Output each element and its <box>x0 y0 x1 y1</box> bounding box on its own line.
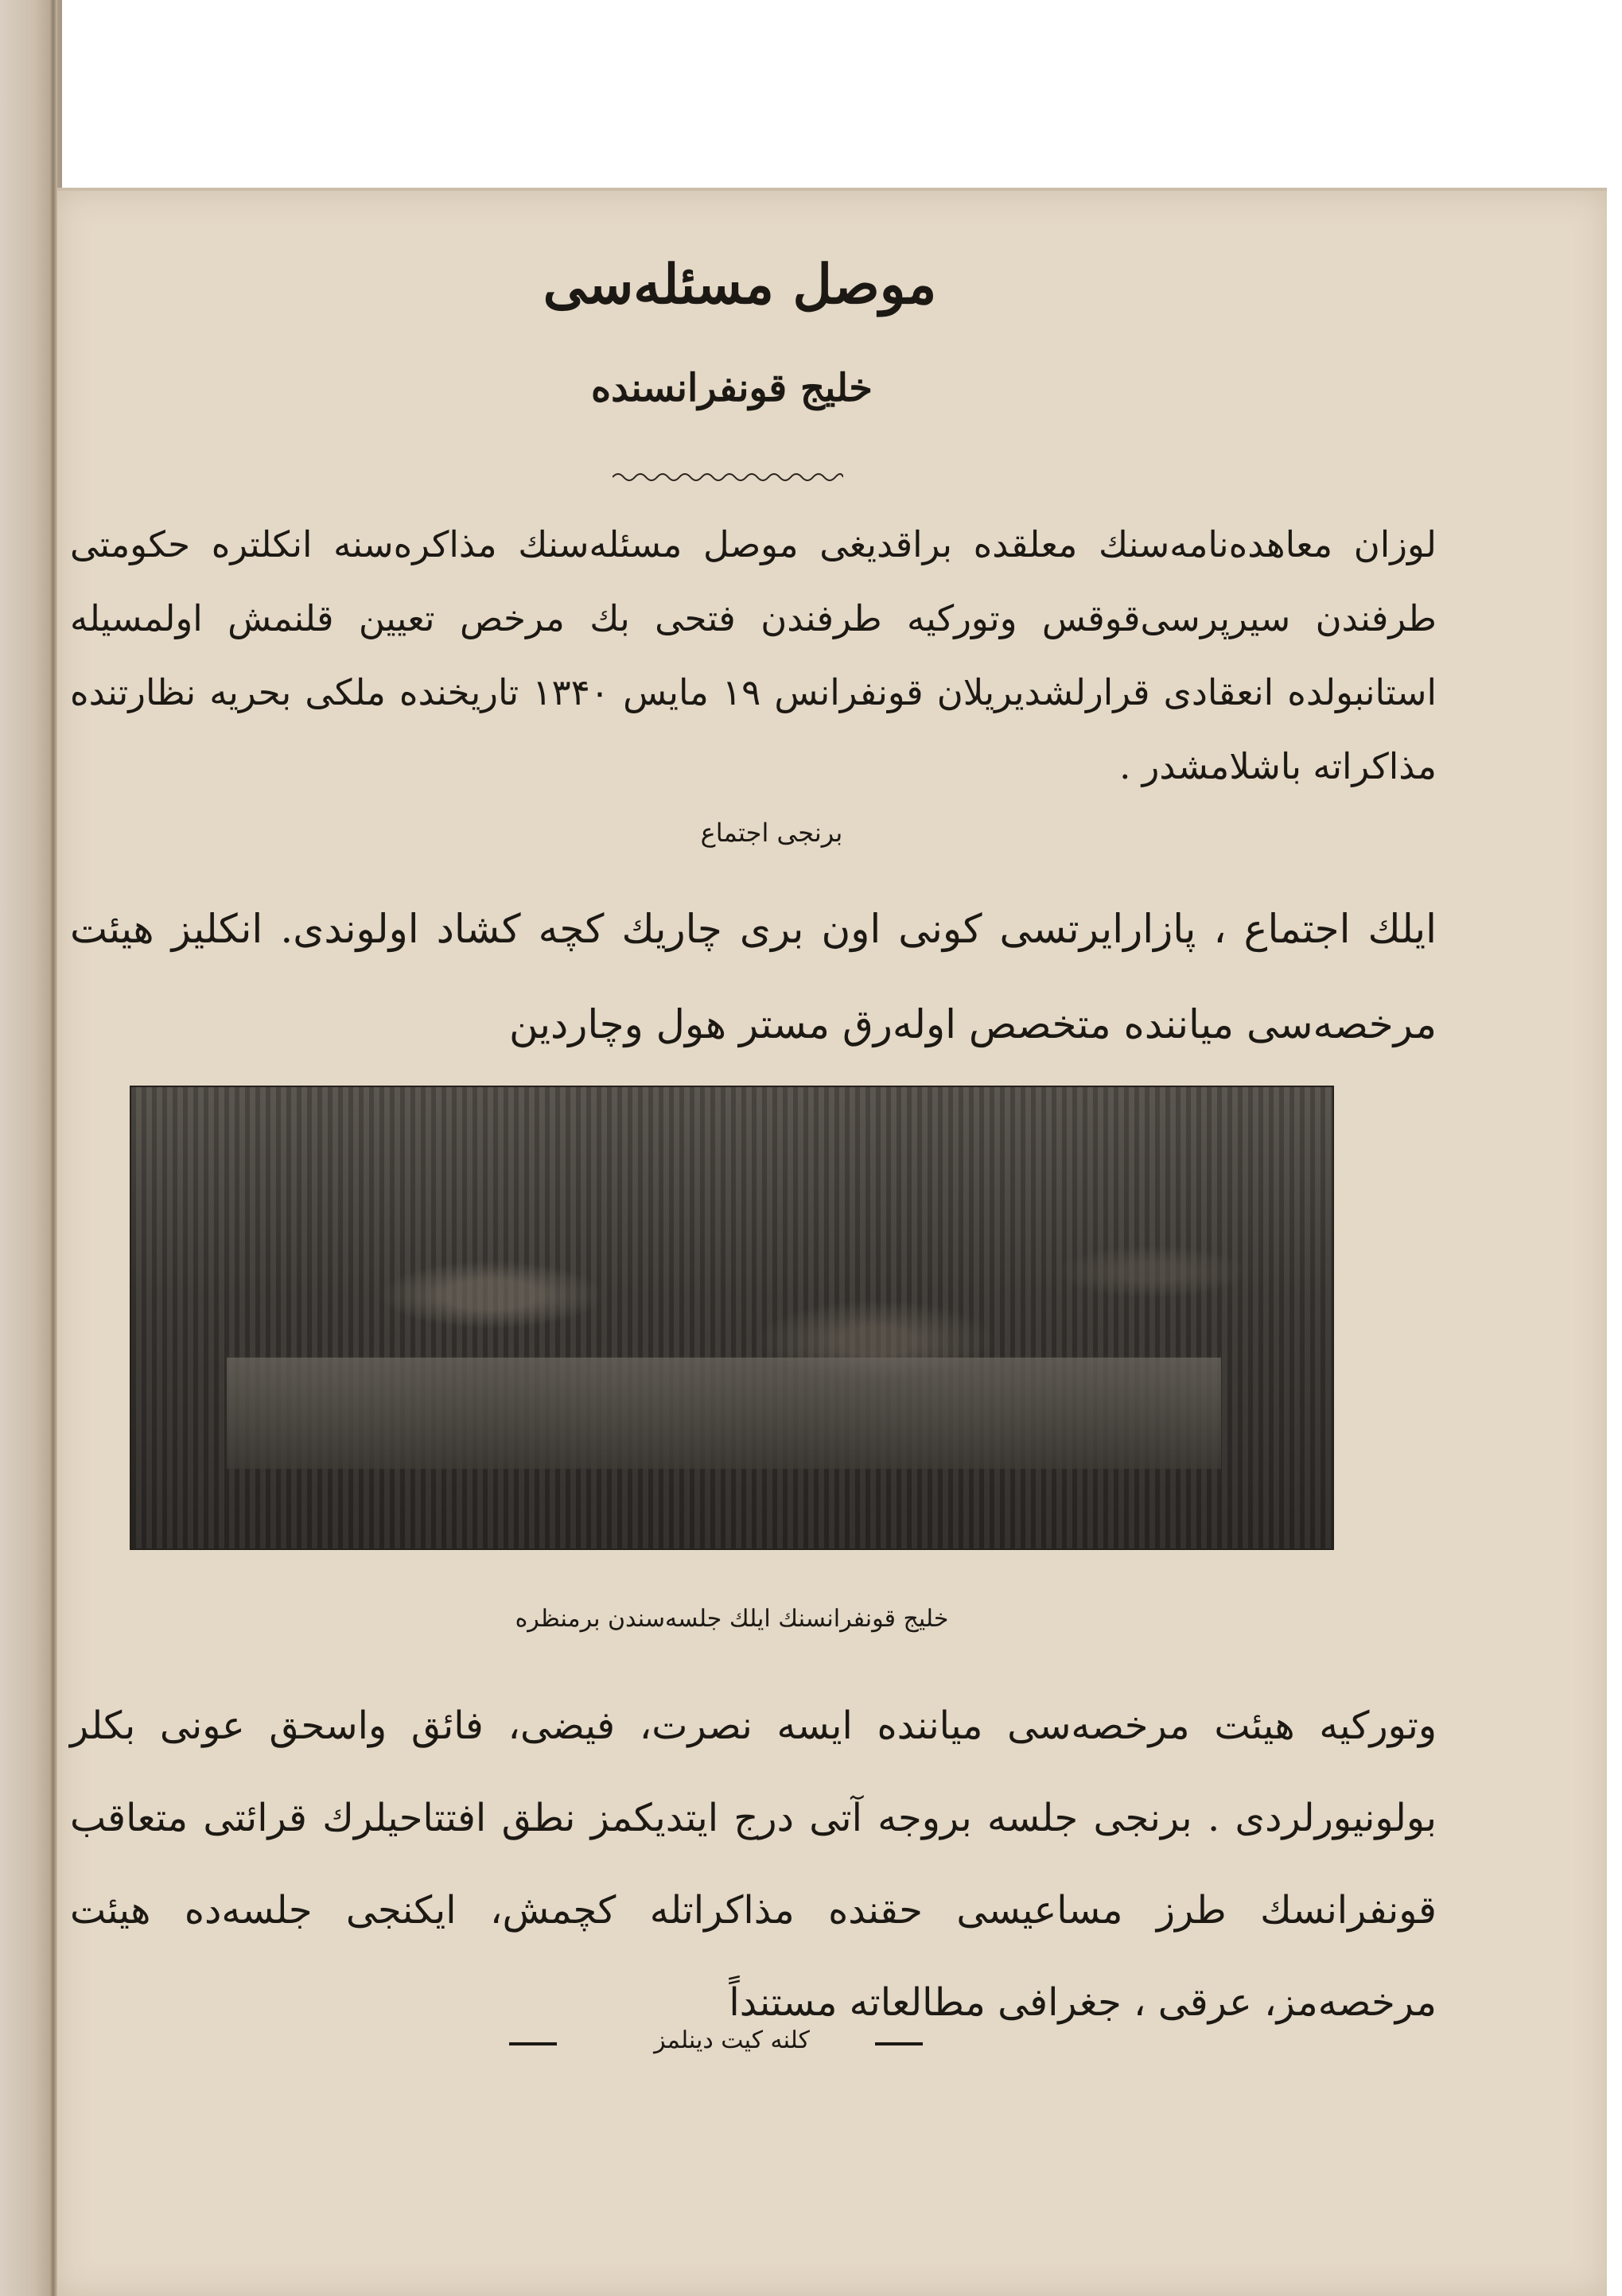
photo-caption: خلیج قونفرانسنك ایلك جلسه‌سندن برمنظره <box>515 1605 949 1633</box>
continued-note: کلنه کیت دینلمز <box>654 2026 810 2054</box>
article-title: موصل مسئله‌سی <box>543 253 937 317</box>
binding-edge <box>49 0 57 2296</box>
photo-texture <box>131 1087 1332 1548</box>
intro-paragraph: لوزان معاهده‌نامه‌سنك معلقده براقدیغی موصل مسئله‌سنك مذاکره‌سنه انکلتره حکومتی طرفندن سیرپرسی‌قوقس وتورکیه طرفندن فتحی بك مرخص تعیین قلنمش اولمسیله استانبولده انعقادی قرارلشدیریلان قونفرانس ۱۹ مایس ۱۳۴۰ تاریخنده ملکی بحریه نظارتنده مذاکراته باشلامشدر . <box>70 523 1437 787</box>
conference-photo <box>130 1086 1334 1550</box>
decorative-wavy-rule <box>613 469 843 485</box>
photo-table <box>227 1358 1221 1469</box>
first-meeting-paragraph: ایلك اجتماع ، پازارایرتسی کونی اون بری چاریك کچه کشاد اولوندی. انکلیز هیئت مرخصه‌سی میاننده متخصص اوله‌رق مستر هول وچاردین <box>70 906 1437 1047</box>
section-heading: برنجی اجتماع <box>700 818 843 848</box>
article-subtitle: خلیج قونفرانسنده <box>591 366 873 410</box>
footer-arrow-right <box>875 2042 923 2045</box>
continued-paragraph: وتورکیه هیئت مرخصه‌سی میاننده ایسه نصرت، فیضی، فائق واسحق عونی بکلر بولونیورلردی . برنجی جلسه بروجه آتی درج ایتدیکمز نطق افتتاحیلرك قرائتی متعاقب قونفرانسك طرز مساعیسی حقنده مذاکراتله کچمش، ایکنجی جلسه‌ده هیئت مرخصه‌مز، عرقی ، جغرافی مطالعاته مستنداً <box>70 1704 1437 2025</box>
